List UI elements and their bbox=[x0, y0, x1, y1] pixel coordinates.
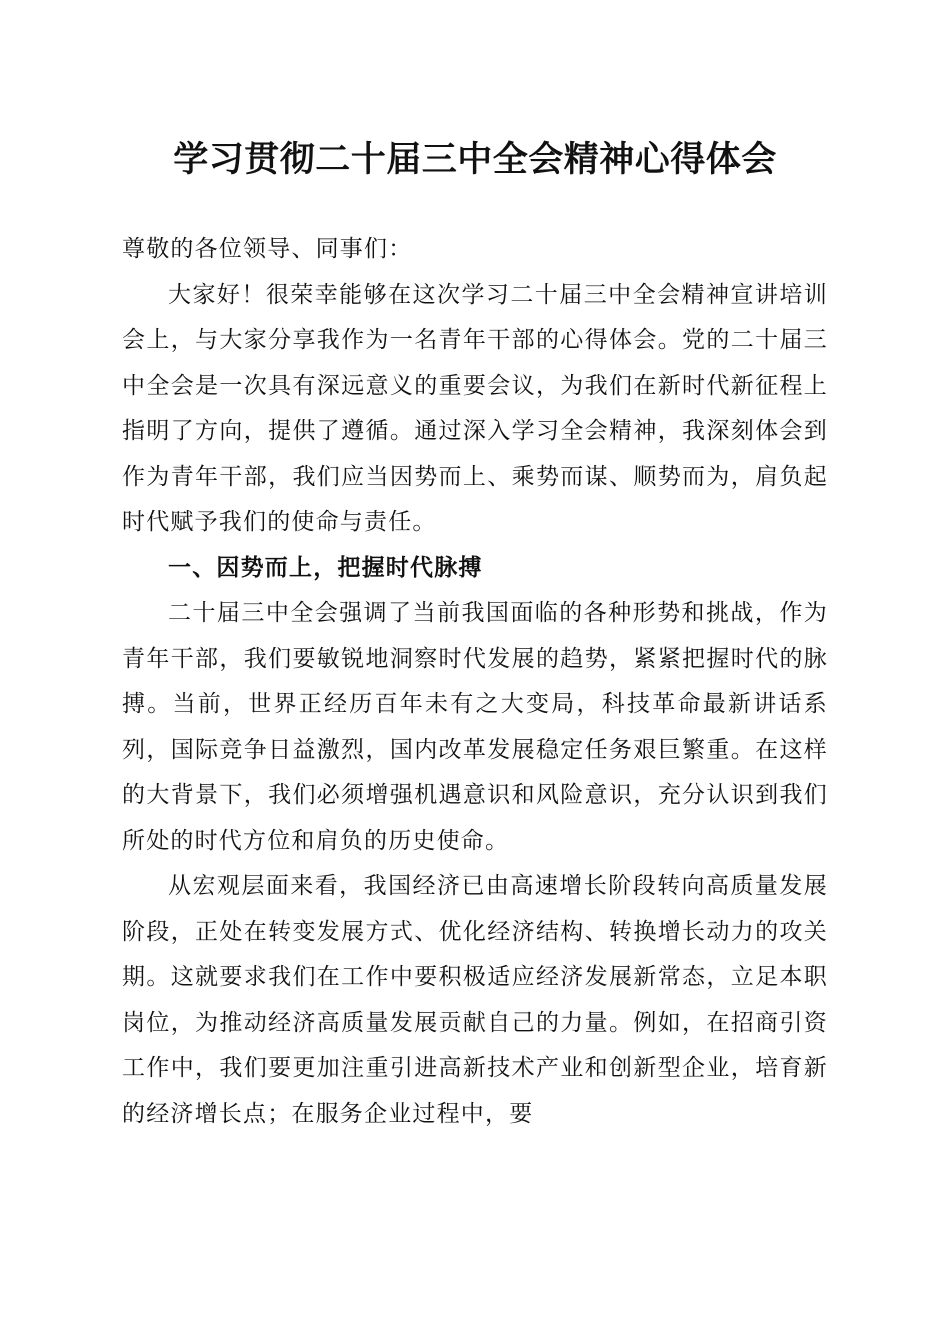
document-title: 学习贯彻二十届三中全会精神心得体会 bbox=[173, 140, 777, 180]
salutation: 尊敬的各位领导、同事们： bbox=[122, 236, 413, 262]
paragraph-section-1: 二十届三中全会强调了当前我国面临的各种形势和挑战，作为青年干部，我们要敏锐地洞察时代发展的趋势，紧紧把握时代的脉搏。当前，世界正经历百年未有之大变局，科技革命最新讲话系列，国际竞争日益激烈，国内改革发展稳定任务艰巨繁重。在这样的大背景下，我们必须增强机遇意识和风险意识，充分认识到我们所处的时代方位和肩负的历史使命。 bbox=[122, 600, 828, 854]
paragraph-section-2: 从宏观层面来看，我国经济已由高速增长阶段转向高质量发展阶段，正处在转变发展方式、优化经济结构、转换增长动力的攻关期。这就要求我们在工作中要积极适应经济发展新常态，立足本职岗位，为推动经济高质量发展贡献自己的力量。例如，在招商引资工作中，我们要更加注重引进高新技术产业和创新型企业，培育新的经济增长点；在服务企业过程中，要 bbox=[122, 873, 828, 1127]
paragraph-intro: 大家好！很荣幸能够在这次学习二十届三中全会精神宣讲培训会上，与大家分享我作为一名青年干部的心得体会。党的二十届三中全会是一次具有深远意义的重要会议，为我们在新时代新征程上指明了方向，提供了遵循。通过深入学习全会精神，我深刻体会到作为青年干部，我们应当因势而上、乘势而谋、顺势而为，肩负起时代赋予我们的使命与责任。 bbox=[122, 281, 828, 535]
section-heading: 一、因势而上，把握时代脉搏 bbox=[168, 554, 483, 581]
document-body bbox=[122, 227, 828, 1137]
